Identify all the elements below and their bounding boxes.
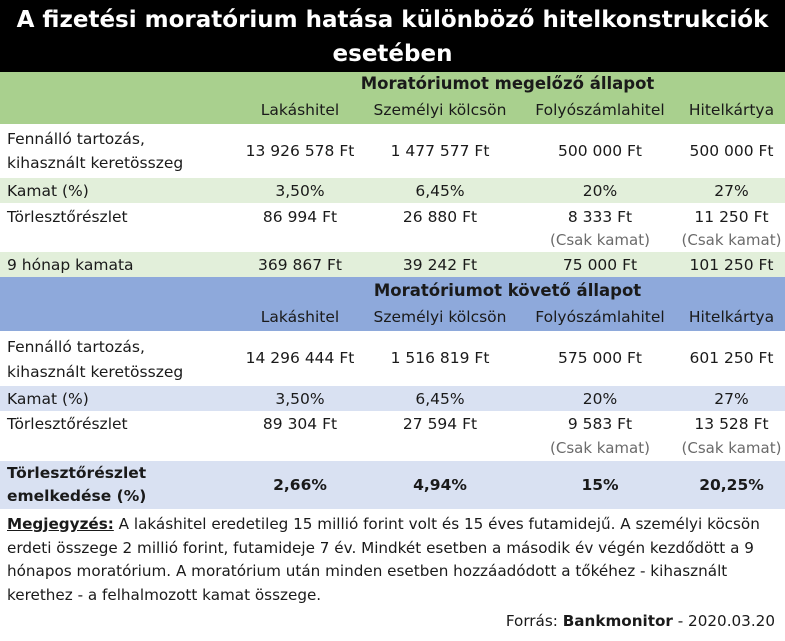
before-debt-label-1: Fennálló tartozás, <box>7 130 145 148</box>
after-debt-label-2: kihasznált keretösszeg <box>7 363 184 381</box>
before-inst-note-hitelkartya: (Csak kamat) <box>681 231 782 249</box>
before-section-title: Moratóriumot megelőző állapot <box>360 74 655 93</box>
after-inst-hitelkartya: 13 528 Ft <box>694 415 769 433</box>
after-inst-folyoszamla: 9 583 Ft <box>567 415 633 433</box>
before-debt-label-2: kihasznált keretösszeg <box>7 154 184 172</box>
before-inst-szemelyi: 26 880 Ft <box>402 208 478 226</box>
footnote <box>7 513 779 607</box>
after-debt-szemelyi: 1 516 819 Ft <box>390 349 490 367</box>
after-rate-hitelkartya: 27% <box>714 390 749 408</box>
after-rate-lakashitel: 3,50% <box>275 390 325 408</box>
before-int9-szemelyi: 39 242 Ft <box>402 256 478 274</box>
after-section-title: Moratóriumot követő állapot <box>373 281 642 300</box>
before-col-header-lakashitel: Lakáshitel <box>260 101 340 119</box>
before-debt-hitelkartya: 500 000 Ft <box>689 142 774 160</box>
after-inst-label: Törlesztőrészlet <box>7 415 128 433</box>
after-debt-folyoszamla: 575 000 Ft <box>557 349 643 367</box>
increase-szemelyi: 4,94% <box>413 476 467 494</box>
footnote-label: Megjegyzés: <box>7 515 114 533</box>
before-rate-lakashitel: 3,50% <box>275 182 325 200</box>
increase-label-1: Törlesztőrészlet <box>7 464 147 482</box>
source-prefix: Forrás: <box>505 612 563 630</box>
before-inst-lakashitel: 86 994 Ft <box>262 208 338 226</box>
after-col-header-lakashitel: Lakáshitel <box>260 308 340 326</box>
increase-lakashitel: 2,66% <box>273 476 327 494</box>
after-inst-szemelyi: 27 594 Ft <box>402 415 478 433</box>
after-col-header-folyoszamla: Folyószámlahitel <box>535 308 665 326</box>
before-int9-label: 9 hónap kamata <box>7 256 134 274</box>
before-rate-hitelkartya: 27% <box>714 182 749 200</box>
before-col-header-folyoszamla: Folyószámlahitel <box>535 101 665 119</box>
before-rate-folyoszamla: 20% <box>582 182 618 200</box>
before-inst-note-folyoszamla: (Csak kamat) <box>550 231 650 249</box>
before-int9-hitelkartya: 101 250 Ft <box>689 256 774 274</box>
after-inst-note-hitelkartya: (Csak kamat) <box>681 439 782 457</box>
after-inst-note-folyoszamla: (Csak kamat) <box>550 439 650 457</box>
footnote-text: A lakáshitel eredetileg 15 millió forint volt és 15 éves futamidejű. A személyi köcsön erdeti összege 2 millió forint, futamideje 7 év. Mindkét esetben a második év végén kezdődött a 9 hónapos moratórium. A moratórium után minden esetben hozzáadódott a tőkéhez - kihasznált kerethez - a felhalmozott kamat összege. <box>7 515 760 604</box>
before-col-header-szemelyi: Személyi kölcsön <box>373 101 507 119</box>
after-rate-label: Kamat (%) <box>7 390 89 408</box>
after-debt-label-1: Fennálló tartozás, <box>7 338 145 356</box>
table-title: A fizetési moratórium hatása különböző hitelkonstrukciók esetében <box>0 0 785 72</box>
source-name: Bankmonitor <box>562 612 673 630</box>
before-int9-folyoszamla: 75 000 Ft <box>562 256 638 274</box>
before-debt-folyoszamla: 500 000 Ft <box>557 142 643 160</box>
source-line <box>506 612 775 630</box>
before-rate-label: Kamat (%) <box>7 182 89 200</box>
after-inst-lakashitel: 89 304 Ft <box>262 415 338 433</box>
after-rate-folyoszamla: 20% <box>582 390 618 408</box>
increase-folyoszamla: 15% <box>581 476 619 494</box>
source-suffix: - 2020.03.20 <box>672 612 775 630</box>
before-debt-lakashitel: 13 926 578 Ft <box>245 142 355 160</box>
before-debt-szemelyi: 1 477 577 Ft <box>390 142 490 160</box>
increase-label-2: emelkedése (%) <box>7 487 147 505</box>
before-inst-folyoszamla: 8 333 Ft <box>567 208 633 226</box>
after-rate-szemelyi: 6,45% <box>415 390 465 408</box>
after-debt-hitelkartya: 601 250 Ft <box>689 349 774 367</box>
increase-hitelkartya: 20,25% <box>699 476 764 494</box>
before-inst-hitelkartya: 11 250 Ft <box>694 208 769 226</box>
before-inst-label: Törlesztőrészlet <box>7 208 128 226</box>
after-debt-lakashitel: 14 296 444 Ft <box>245 349 355 367</box>
before-col-header-hitelkartya: Hitelkártya <box>688 101 775 119</box>
after-col-header-szemelyi: Személyi kölcsön <box>373 308 507 326</box>
before-rate-szemelyi: 6,45% <box>415 182 465 200</box>
after-col-header-hitelkartya: Hitelkártya <box>688 308 775 326</box>
before-int9-lakashitel: 369 867 Ft <box>257 256 343 274</box>
